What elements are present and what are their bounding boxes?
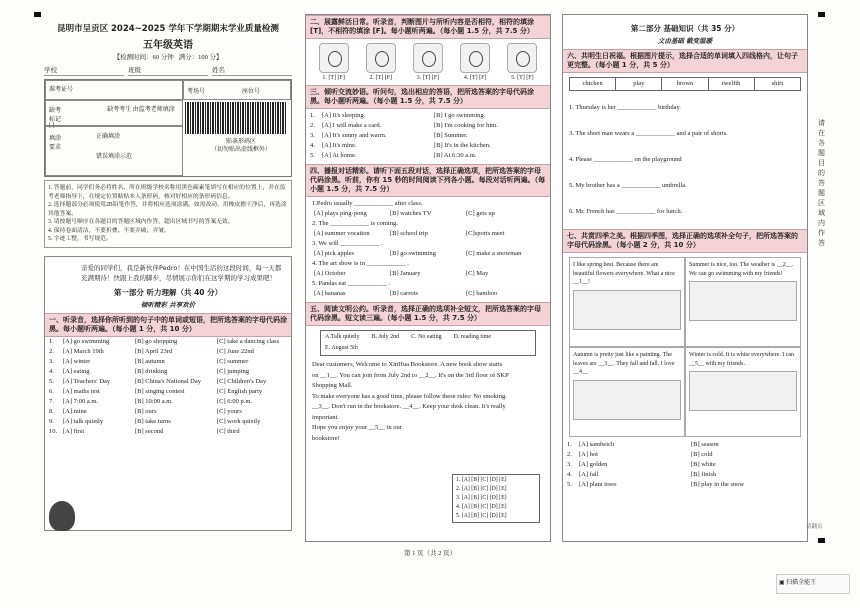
question-number: 8. xyxy=(49,407,54,415)
question-number: 3. xyxy=(310,132,315,139)
question-row xyxy=(306,209,550,219)
section-1-header: 一、听录音，选择你所听到的句子中的单词或短语，把所选答案的字母代码涂黑。每小题听两遍。（每小题 1 分，共 10 分） xyxy=(45,313,291,337)
part-one-title: 第一部分 听力理解（共 40 分） xyxy=(113,287,223,297)
answer-option[interactable]: [A] eating xyxy=(63,367,90,375)
question-number: 1. xyxy=(310,112,315,119)
answer-option[interactable]: [B] season xyxy=(691,441,719,448)
section-2-header: 二、展露鲜活日常。听录音，判断图片与所听内容是否相符，相符的填涂 [T]，不相符的填涂 [F]。每小题听两遍。（每小题 1.5 分，共 7.5 分） xyxy=(306,15,550,39)
answer-option[interactable]: [B] ours xyxy=(135,407,157,415)
column-middle xyxy=(305,14,551,542)
barcode-area xyxy=(185,102,287,134)
question-number: 1. xyxy=(49,337,54,345)
fill-in-question[interactable]: 1. Thursday is her ____________ birthday. xyxy=(569,104,681,111)
answer-option[interactable]: [B] finish xyxy=(691,471,717,478)
answer-option[interactable]: [A] plays ping-pong xyxy=(314,210,367,217)
answer-option[interactable]: [B] autumn xyxy=(135,357,165,365)
question-number: 5. xyxy=(567,481,572,488)
question-row xyxy=(306,151,550,161)
answer-option[interactable]: [A] bananas xyxy=(314,290,346,297)
answer-option[interactable]: [A] October xyxy=(314,270,346,277)
fill-in-question[interactable]: 3. The short man wears a ____________ and a pair of shorts. xyxy=(569,130,728,137)
registration-mark xyxy=(818,538,825,543)
answer-option[interactable]: [C] jumping xyxy=(217,367,249,375)
part-two-title: 第二部分 基础知识（共 35 分） xyxy=(630,24,740,33)
question-row xyxy=(563,470,807,480)
answer-option[interactable]: [A] mine xyxy=(63,407,87,415)
cloze-questions xyxy=(306,199,550,299)
barcode-label: 贴条形码区 （切勿贴出虚线框外） xyxy=(210,139,271,153)
section-3-header: 三、倾听交流妙语。听问句，选出相应的答语，把所选答案的字母代码涂黑。每小题听两遍。（每小题 1.5 分，共 7.5 分） xyxy=(306,85,550,109)
cloze-stem: 5. Pandas eat ____________ . xyxy=(312,280,390,287)
question-number: 4. xyxy=(49,367,54,375)
picture-2-icon xyxy=(366,43,396,73)
column-right xyxy=(562,14,808,542)
answer-option[interactable]: [A] plant trees xyxy=(579,481,617,488)
question-row xyxy=(306,141,550,151)
answer-option[interactable]: [B] At 6:30 a.m. xyxy=(434,152,477,159)
exam-meta: 【检测时间：60 分钟 满分：100 分】 xyxy=(113,54,223,61)
picture-1-icon xyxy=(319,43,349,73)
picture-5-icon xyxy=(507,43,537,73)
spring-cell: I like spring best. Because there are beautiful flowers everywhere. What a nice __1__! xyxy=(569,257,685,347)
answer-option[interactable]: [B] I'm cooking for him. xyxy=(434,122,498,129)
section-7-header: 七、共赏四季之美。根据四季图，选择正确的选项补全句子，把所选答案的字母代码涂黑。（每小题 2 分，共 10 分） xyxy=(563,229,807,253)
answer-option[interactable]: [A] summer vocation xyxy=(314,230,370,237)
answer-option[interactable]: [B] drinking xyxy=(135,367,168,375)
answer-option[interactable]: [C] gets up xyxy=(466,210,495,217)
answer-option[interactable]: [C] Children's Day xyxy=(217,377,267,385)
registration-mark xyxy=(818,12,825,17)
answer-option[interactable]: [B] January xyxy=(390,270,421,277)
page-turn-note: 请翻页 xyxy=(806,524,823,530)
question-number: 5. xyxy=(49,377,54,385)
answer-option[interactable]: [B] It's in the kitchen. xyxy=(434,142,491,149)
answer-option[interactable]: [C]sports meet xyxy=(466,230,505,237)
fill-in-question[interactable]: 6. Mr. French has ____________ for lunch. xyxy=(569,208,683,215)
section-4-header: 四、播报对话精彩。请听下面五段对话，选择正确选项，把所选答案的字母代码涂黑。听前，你有 15 秒的时间阅读下列各小题。每段对话听两遍。（每小题 1.5 分，共 7.5 分） xyxy=(306,164,550,197)
true-false-row xyxy=(306,73,550,83)
class-field[interactable]: 班级 xyxy=(128,65,208,76)
answer-option[interactable]: [C] yours xyxy=(217,407,242,415)
answer-option[interactable]: [A] I will make a card. xyxy=(322,122,382,129)
answer-grid: 1. [A] [B] [C] [D] [E] 2. [A] [B] [C] [D] [E] 3. [A] [B] [C] [D] [E] 4. [A] [B] [C] [D] [E] 5. [A] [B] [C] [D] [E] xyxy=(452,474,540,523)
answer-option[interactable]: [C] summer xyxy=(217,357,249,365)
question-number: 9. xyxy=(49,417,54,425)
answer-option[interactable]: [B] I go swimming. xyxy=(434,112,486,119)
answer-option[interactable]: [B] cold xyxy=(691,451,713,458)
answer-option[interactable]: [C] make a snowman xyxy=(466,250,522,257)
answer-option[interactable]: [A] It's sleeping. xyxy=(322,112,366,119)
part-two-motto: 文由基础 截变温暖 xyxy=(657,37,713,45)
question-number: 4. xyxy=(567,471,572,478)
tf-option[interactable]: 2. [T] [F] xyxy=(369,75,393,81)
picture-3-icon xyxy=(413,43,443,73)
part-one-motto: 倾听精彩 共享欢价 xyxy=(140,300,196,309)
question-row xyxy=(45,357,291,367)
answer-option[interactable]: [A] pick apples xyxy=(314,250,355,257)
question-number: 5. xyxy=(310,152,315,159)
question-row xyxy=(306,131,550,141)
passage: Dear customers, Welcome to XinHua Bookstore. A new book show starts on __1__. You can join from July 2nd to __2__. It's on the 3rd floor of SKP Shopping Mall. To make everyone has a good time, please follow these rules: No smoking. __3__. Don't run in the bookstore. __4__. Keep your desk clean. It's really important. Hope you enjoy your __5__ in our bookstore! xyxy=(312,361,509,442)
cloze-stem: 4. The art show is in ____________ . xyxy=(312,260,409,267)
exam-subject: 五年级英语 xyxy=(143,40,193,51)
answer-option[interactable]: [C] English party xyxy=(217,387,263,395)
question-row xyxy=(45,407,291,417)
column-left xyxy=(44,14,292,542)
cloze-stem: 3. We will ____________ . xyxy=(312,240,383,247)
question-row xyxy=(306,269,550,279)
exam-instructions: 1. 答题前，同学们务必将姓名、所在班级学校名称用黑色碳素笔填写在相应的位置上，并在监考老师指导下，在规定位置粘贴本人条形码，核对好相应的条形码信息。 2. 选择题部分必须使用2B铅笔作答，并将相应选项涂满。如需改动，用橡皮擦干净后，再选涂其他答案。 3. 请按题号顺序在各题目的答题区域内作答，超出区域书写的答案无效。 4. 保持卷面清洁，不要折叠、不要弄破、弄皱。 5. 字迹工整，书写规范。 xyxy=(44,180,292,248)
autumn-cell: Autumn is pretty just like a painting. The leaves are __3__. They fall and fall. I love __4__ xyxy=(569,347,685,437)
page-footer: 第 1 页（共 2 页） xyxy=(404,550,456,557)
word-bank: chicken play brown twelfth shirt xyxy=(569,77,801,91)
question-row xyxy=(306,121,550,131)
exam-title: 昆明市呈贡区 2024~2025 学年下学期期末学业质量检测 xyxy=(57,24,279,34)
qr-icon: ▣ xyxy=(779,580,785,586)
answer-option[interactable]: [A] It's mine. xyxy=(322,142,357,149)
question-row xyxy=(306,229,550,239)
cloze-stem: 1.Pedro usually ____________ after class. xyxy=(312,200,423,207)
question-number: 10. xyxy=(49,427,58,435)
answer-option[interactable]: [A] fall xyxy=(579,471,599,478)
answer-option[interactable]: [A] first xyxy=(63,427,85,435)
answer-card-header: 准考证号 考场号 座位号 缺考标记 [ ] 缺考考生 由监考老师填涂 填涂要求 正确填涂 错误填涂示范 贴条形码区 （切勿贴出虚线框外） xyxy=(44,79,292,177)
answer-option[interactable]: [A] March 19th xyxy=(63,347,104,355)
side-note: 请在各题目的答题区域内作答 xyxy=(818,119,825,247)
answer-option[interactable]: [B] white xyxy=(691,461,716,468)
answer-option[interactable]: [A] talk quietly xyxy=(63,417,104,425)
answer-option[interactable]: [C] third xyxy=(217,427,240,435)
question-row xyxy=(563,480,807,490)
picture-4-icon xyxy=(460,43,490,73)
winter-cell: Winter is cold. It is white everywhere. I can __5__ with my friends. xyxy=(685,347,801,437)
question-row xyxy=(45,417,291,427)
question-number: 7. xyxy=(49,397,54,405)
picture-row xyxy=(306,39,550,73)
answer-option[interactable]: [A] Teachers' Day xyxy=(63,377,111,385)
answer-option[interactable]: [B] China's National Day xyxy=(135,377,201,385)
answer-option[interactable]: [A] 7:00 a.m. xyxy=(63,397,99,405)
listening-questions xyxy=(45,337,291,437)
question-number: 2. xyxy=(310,122,315,129)
answer-option[interactable]: [A] go swimming xyxy=(63,337,110,345)
answer-option[interactable]: [B] school trip xyxy=(390,230,428,237)
answer-option[interactable]: [A] hot xyxy=(579,451,598,458)
answer-option[interactable]: [B] take turns xyxy=(135,417,171,425)
answer-option[interactable]: [B] singing contest xyxy=(135,387,185,395)
answer-option[interactable]: [C] May xyxy=(466,270,489,277)
section-5-header: 五、阅读文明公约。听录音，选择正确的选项补全短文，把所选答案的字母代码涂黑。短文读三遍。（每小题 1.5 分，共 7.5 分） xyxy=(306,302,550,326)
answer-option[interactable]: [A] It's sunny and warm. xyxy=(322,132,387,139)
section-6-header: 六、共明生日祝福。根据图片提示，选择合适的单词填入四线格内，让句子更完整。（每小题 1 分，共 5 分） xyxy=(563,49,807,73)
answer-option[interactable]: [B] go shopping xyxy=(135,337,178,345)
tf-option[interactable]: 5. [T] [F] xyxy=(511,75,534,81)
answer-option[interactable]: [C] work quietly xyxy=(217,417,261,425)
question-number: 3. xyxy=(567,461,572,468)
question-row xyxy=(306,289,550,299)
question-number: 4. xyxy=(310,142,315,149)
question-number: 6. xyxy=(49,387,54,395)
scanner-watermark: ▣ 扫描全能王 xyxy=(776,574,850,594)
cloze-stem: 2. The ____________ is coming. xyxy=(312,220,398,227)
answer-option[interactable]: [B] watches TV xyxy=(390,210,432,217)
answer-option[interactable]: [B] Summer. xyxy=(434,132,468,139)
answer-option[interactable]: [B] second xyxy=(135,427,164,435)
answer-option[interactable]: [C] bamboo xyxy=(466,290,498,297)
question-row xyxy=(45,347,291,357)
answer-option[interactable]: [B] go swimming xyxy=(390,250,436,257)
question-number: 2. xyxy=(49,347,54,355)
answer-option[interactable]: [B] April 23rd xyxy=(135,347,173,355)
answer-option[interactable]: [A] winter xyxy=(63,357,91,365)
winter-image xyxy=(689,371,797,411)
response-questions xyxy=(306,111,550,161)
registration-mark xyxy=(34,12,41,17)
question-row xyxy=(306,111,550,121)
intro-text: 亲爱的同学们，我是新伙伴Pedro！在中国生活的这段时间，每一天都充满期待！快跟上我的脚步，尽情展示你们在这学期的学习成果吧！ xyxy=(81,263,282,282)
tf-option[interactable]: 4. [T] [F] xyxy=(463,75,487,81)
summer-cell: Summer is nice, too. The weather is __2__. We can go swimming with my friends! xyxy=(685,257,801,347)
answer-option[interactable]: [B] 10:00 a.m. xyxy=(135,397,173,405)
student-info xyxy=(44,65,292,76)
question-row xyxy=(45,397,291,407)
answer-option[interactable]: [C] take a dancing class xyxy=(217,337,280,345)
question-row xyxy=(563,440,807,450)
school-field[interactable]: 学校 xyxy=(44,65,124,76)
question-number: 3. xyxy=(49,357,54,365)
question-row xyxy=(306,249,550,259)
answer-option[interactable]: [A] sandwich xyxy=(579,441,615,448)
summer-image xyxy=(689,281,797,321)
fill-in-question[interactable]: 5. My brother has a ____________ umbrella. xyxy=(569,182,687,189)
name-field[interactable]: 姓名 xyxy=(212,65,292,76)
question-row xyxy=(45,427,291,437)
answer-option[interactable]: [C] 6:00 p.m. xyxy=(217,397,253,405)
answer-option[interactable]: [B] play in the snow xyxy=(691,481,745,488)
question-number: 1. xyxy=(567,441,572,448)
answer-option[interactable]: [A] golden xyxy=(579,461,608,468)
passage-options: A.Talk quietly B. July 2nd C. No eating D. reading time E. August 5th xyxy=(320,330,536,356)
question-number: 2. xyxy=(567,451,572,458)
word-questions xyxy=(563,95,807,225)
mascot-image xyxy=(49,501,75,531)
answer-option[interactable]: [C] June 22nd xyxy=(217,347,254,355)
part-one-box xyxy=(44,256,292,531)
season-options xyxy=(563,440,807,490)
question-row xyxy=(45,387,291,397)
question-row xyxy=(563,460,807,470)
question-row xyxy=(45,377,291,387)
question-row xyxy=(563,450,807,460)
tf-option[interactable]: 1. [T] [F] xyxy=(322,75,345,81)
autumn-image xyxy=(573,380,681,420)
season-passages xyxy=(569,257,801,437)
spring-image xyxy=(573,290,681,330)
tf-option[interactable]: 3. [T] [F] xyxy=(416,75,440,81)
fill-in-question[interactable]: 4. Please ____________ on the playground xyxy=(569,156,682,163)
question-row xyxy=(45,367,291,377)
question-row xyxy=(45,337,291,347)
answer-option[interactable]: [A] maths test xyxy=(63,387,100,395)
answer-option[interactable]: [A] At home. xyxy=(322,152,357,159)
answer-option[interactable]: [B] carrots xyxy=(390,290,418,297)
